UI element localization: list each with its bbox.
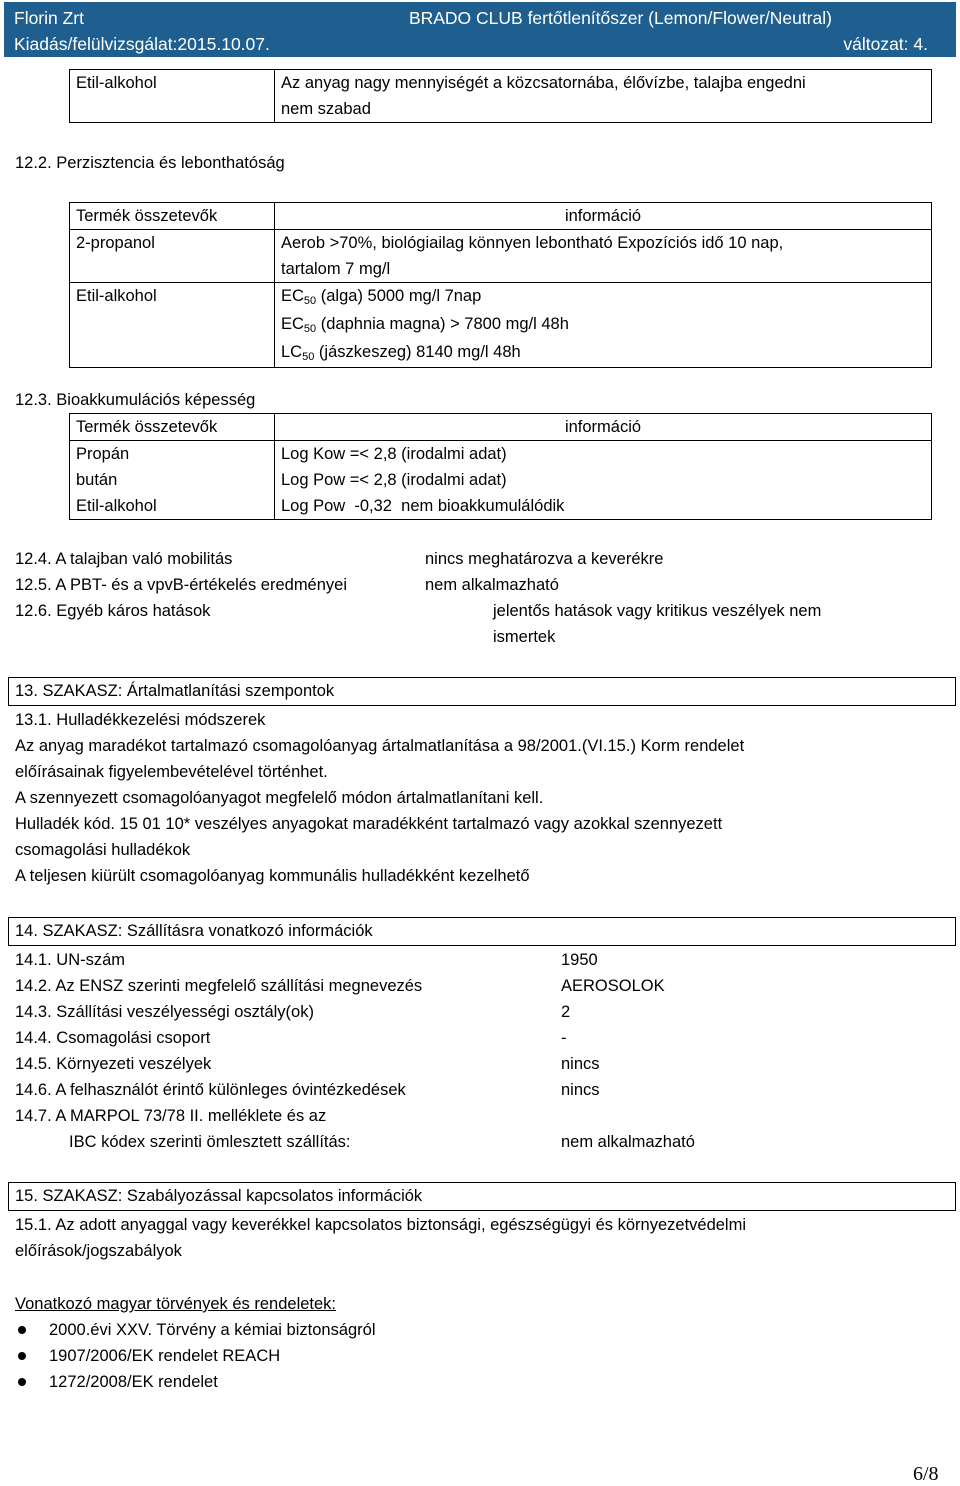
section-heading-15: 15. SZAKASZ: Szabályozással kapcsolatos információk [8, 1182, 956, 1211]
transport-label: 14.7. A MARPOL 73/78 II. melléklete és az [15, 1107, 327, 1125]
product-line: bután [76, 471, 118, 489]
product-name: BRADO CLUB fertőtlenítőszer (Lemon/Flower/Neutral) [408, 8, 832, 28]
transport-value: nincs [561, 1055, 600, 1073]
info-line: EC50 (alga) 5000 mg/l 7nap [281, 287, 482, 307]
text-line: 15.1. Az adott anyaggal vagy keverékkel kapcsolatos biztonsági, egészségügyi és környezetvédelmi [15, 1216, 747, 1234]
info-line: Az anyag nagy mennyiségét a közcsatornába, élővízbe, talajba engedni [281, 74, 806, 92]
transport-label: 14.3. Szállítási veszélyességi osztály(ok) [15, 1003, 314, 1021]
info-line: tartalom 7 mg/l [281, 260, 391, 278]
bullet-icon [18, 1326, 26, 1334]
info-line: nem szabad [281, 100, 371, 118]
persistence-table [69, 202, 932, 368]
text-line: előírások/jogszabályok [15, 1242, 182, 1260]
text-line: előírásainak figyelembevételével történhet. [15, 763, 328, 781]
bioaccumulation-table [69, 413, 932, 520]
section-heading-12-3: 12.3. Bioakkumulációs képesség [15, 391, 256, 409]
table-header-product: Termék összetevők [70, 203, 275, 230]
text-line: A teljesen kiürült csomagolóanyag kommunális hulladékként kezelhető [15, 867, 530, 885]
page-header [4, 2, 956, 57]
table-header-info: információ [275, 203, 932, 230]
table-cell-product: Etil-alkohol [70, 283, 275, 368]
value-12-5: nem alkalmazható [425, 576, 559, 594]
ecotoxicity-table [69, 69, 932, 123]
text-line: csomagolási hulladékok [15, 841, 191, 859]
info-line: EC50 (daphnia magna) > 7800 mg/l 48h [281, 315, 569, 335]
value-12-6: jelentős hatások vagy kritikus veszélyek nem ismertek [493, 602, 822, 646]
version: változat: 4. [843, 34, 928, 54]
table-header-product: Termék összetevők [70, 414, 275, 441]
label-12-4: 12.4. A talajban való mobilitás [15, 550, 233, 568]
waste-text [15, 733, 950, 889]
transport-label: 14.1. UN-szám [15, 951, 126, 969]
product-line: Etil-alkohol [76, 497, 157, 515]
table-cell-info [275, 283, 932, 368]
issue-date: Kiadás/felülvizsgálat:2015.10.07. [14, 34, 270, 54]
info-line: Log Pow -0,32 nem bioakkumulálódik [281, 497, 565, 515]
bullet-icon [18, 1378, 26, 1386]
bullet-icon [18, 1352, 26, 1360]
info-line: LC50 (jászkeszeg) 8140 mg/l 48h [281, 343, 521, 363]
list-item: 1272/2008/EK rendelet [15, 1369, 376, 1395]
transport-label: 14.5. Környezeti veszélyek [15, 1055, 212, 1073]
list-item: 2000.évi XXV. Törvény a kémiai biztonságról [15, 1317, 376, 1343]
subsection-15-1 [15, 1212, 950, 1264]
text-line: A szennyezett csomagolóanyagot megfelelő módon ártalmatlanítani kell. [15, 789, 544, 807]
table-cell-info [275, 441, 932, 520]
label-12-5: 12.5. A PBT- és a vpvB-értékelés eredményei [15, 576, 348, 594]
transport-value: AEROSOLOK [561, 977, 665, 995]
info-line: Log Kow =< 2,8 (irodalmi adat) [281, 445, 507, 463]
laws-heading: Vonatkozó magyar törvények és rendeletek: [15, 1295, 337, 1313]
transport-value: nem alkalmazható [561, 1133, 695, 1151]
transport-label: IBC kódex szerinti ömlesztett szállítás: [69, 1133, 351, 1151]
table-cell-product: Etil-alkohol [70, 70, 275, 123]
transport-label: 14.4. Csomagolási csoport [15, 1029, 211, 1047]
transport-value: nincs [561, 1081, 600, 1099]
label-12-6: 12.6. Egyéb káros hatások [15, 602, 211, 620]
company-name: Florin Zrt [14, 8, 84, 28]
text-line: Az anyag maradékot tartalmazó csomagolóanyag ártalmatlanítása a 98/2001.(VI.15.) Korm rendelet [15, 737, 745, 755]
transport-label: 14.6. A felhasználót érintő különleges óvintézkedések [15, 1081, 406, 1099]
transport-value-spacer [561, 1103, 695, 1129]
section-heading-13: 13. SZAKASZ: Ártalmatlanítási szempontok [8, 677, 956, 706]
transport-value: 2 [561, 1003, 571, 1021]
subsection-13-1: 13.1. Hulladékkezelési módszerek [15, 711, 266, 729]
section-heading-12-2: 12.2. Perzisztencia és lebonthatóság [15, 154, 285, 172]
text-line: Hulladék kód. 15 01 10* veszélyes anyagokat maradékként tartalmazó vagy azokkal szennyezett [15, 815, 723, 833]
table-header-info: információ [275, 414, 932, 441]
transport-value: - [561, 1029, 567, 1047]
transport-value: 1950 [561, 951, 598, 969]
section-heading-14: 14. SZAKASZ: Szállításra vonatkozó információk [8, 917, 956, 946]
table-cell-info [275, 70, 932, 123]
table-cell-product: 2-propanol [70, 230, 275, 283]
info-line: Aerob >70%, biológiailag könnyen lebontható Expozíciós idő 10 nap, [281, 234, 784, 252]
info-line: Log Pow =< 2,8 (irodalmi adat) [281, 471, 507, 489]
list-item: 1907/2006/EK rendelet REACH [15, 1343, 376, 1369]
value-12-4: nincs meghatározva a keverékre [425, 550, 664, 568]
transport-labels [15, 947, 422, 1155]
page-number: 6/8 [913, 1463, 939, 1485]
product-line: Propán [76, 445, 130, 463]
transport-values [561, 947, 695, 1155]
laws-list [15, 1317, 376, 1395]
transport-label: 14.2. Az ENSZ szerinti megfelelő szállítási megnevezés [15, 977, 423, 995]
table-cell-info [275, 230, 932, 283]
table-cell-product [70, 441, 275, 520]
